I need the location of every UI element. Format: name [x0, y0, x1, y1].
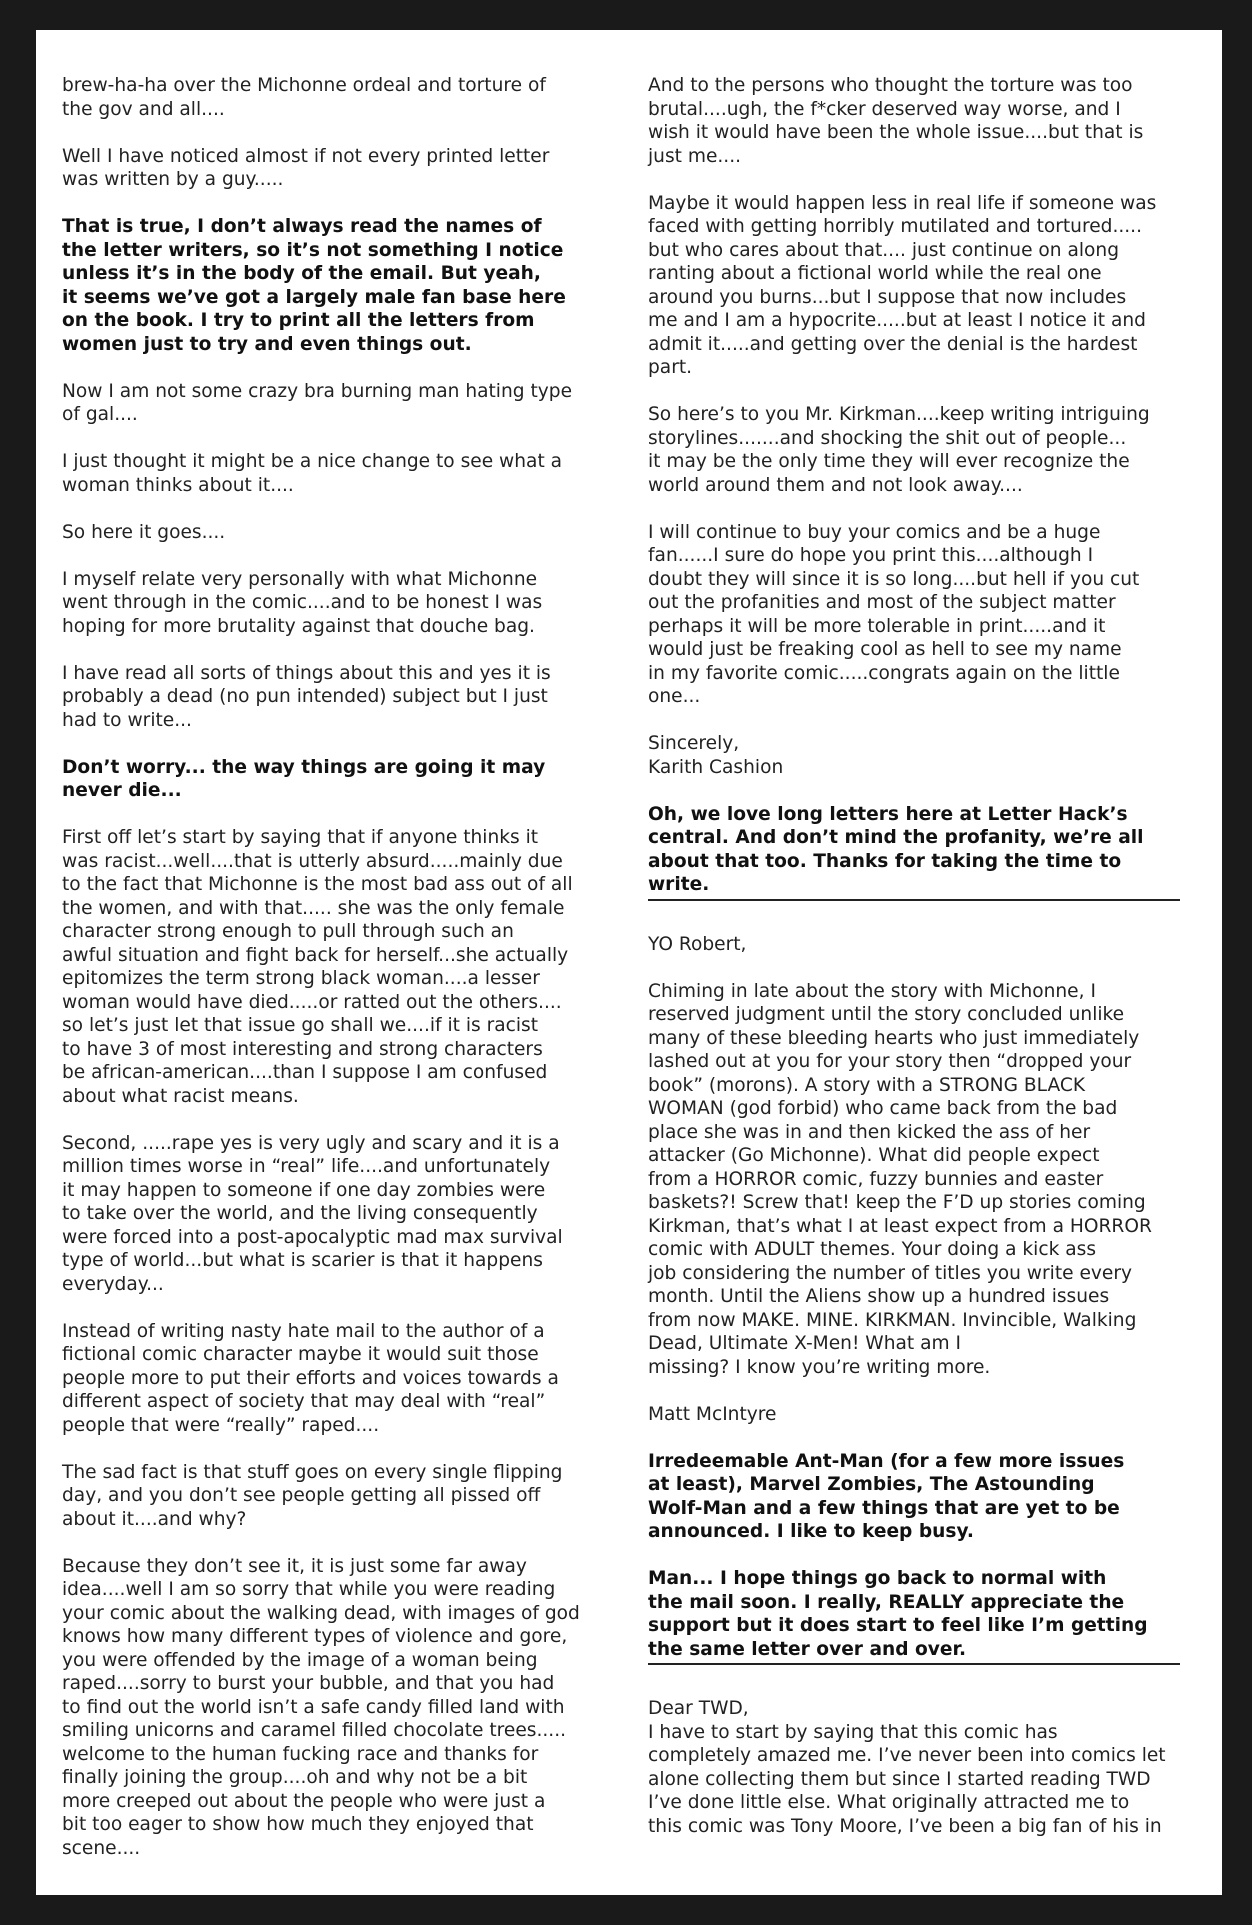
letter-paragraph: First off let’s start by saying that if anyone thinks it was racist...well....that is utterly absurd.....mainly due to the fact that Michonne is the most bad ass out of all the women, and with that..... she was the only female character strong enough to pull through such an awful situation and fight back for herself...she actually epitomizes the term strong black woman....a lesser woman would have died.....or ratted out the others.... so let’s just let that issue go shall we....if it is racist to have 3 of most interesting and strong characters be african-american....than I suppose I am confused about what racist means.	[62, 827, 573, 1107]
letter-paragraph: brew-ha-ha over the Michonne ordeal and torture of the gov and all....	[62, 75, 546, 120]
letter-paragraph: I just thought it might be a nice change to see what a woman thinks about it....	[62, 451, 563, 496]
letter-paragraph: The sad fact is that stuff goes on every single flipping day, and you don’t see people getting all pissed off about it....and why?	[62, 1461, 563, 1530]
editor-reply-paragraph: Oh, we love long letters here at Letter Hack’s central. And don’t mind the profanity, we’re all about that too. Thanks for taking the time to write.	[648, 803, 1144, 895]
letter-paragraph: I have read all sorts of things about this and yes it is probably a dead (no pun intended) subject but I just had to write...	[62, 662, 551, 731]
editor-reply-paragraph: Man... I hope things go back to normal with the mail soon. I really, REALLY appreciate the support but it does start to feel like I’m getting the same letter over and over.	[648, 1568, 1148, 1660]
letter-paragraph: And to the persons who thought the torture was too brutal....ugh, the f*cker deserved way worse, and I wish it would have been the whole issue....but that is just me....	[648, 75, 1144, 167]
letter-paragraph: Matt McIntyre	[648, 1403, 777, 1425]
letter-paragraph: Dear TWD, I have to start by saying that this comic has completely amazed me. I’ve never been into comics let alone collecting them but since I started reading TWD I’ve done little else. What originally attracted me to this comic was Tony Moore, I’ve been a big fan of his in	[648, 1698, 1166, 1837]
right-column	[648, 74, 1198, 1862]
letter-paragraph: So here it goes....	[62, 521, 226, 543]
section-divider	[648, 1663, 1180, 1665]
editor-reply-paragraph: Don’t worry... the way things are going it may never die...	[62, 756, 546, 801]
letter-paragraph: So here’s to you Mr. Kirkman....keep writing intriguing storylines.......and shocking the shit out of people... it may be the only time they will ever recognize the world around them and not look away....	[648, 404, 1150, 496]
letter-paragraph: YO Robert,	[648, 933, 747, 955]
editor-reply-paragraph: Irredeemable Ant-Man (for a few more issues at least), Marvel Zombies, The Astounding Wolf-Man and a few things that are yet to be announced. I like to keep busy.	[648, 1450, 1125, 1542]
letter-paragraph: Chiming in late about the story with Michonne, I reserved judgment until the story concluded unlike many of these bleeding hearts who just immediately lashed out at you for your story then “dropped your book” (morons). A story with a STRONG BLACK WOMAN (god forbid) who came back from the bad place she was in and then kicked the ass of her attacker (Go Michonne). What did people expect from a HORROR comic, fuzzy bunnies and easter baskets?! Screw that! keep the F’D up stories coming Kirkman, that’s what I at least expect from a HORROR comic with ADULT themes. Your doing a kick ass job considering the number of titles you write every month. Until the Aliens show up a hundred issues from now MAKE. MINE. KIRKMAN. Invincible, Walking Dead, Ultimate X-Men! What am I missing? I know you’re writing more.	[648, 980, 1152, 1378]
letters-page	[36, 30, 1222, 1895]
editor-reply-paragraph: That is true, I don’t always read the names of the letter writers, so it’s not something I notice unless it’s in the body of the email. But yeah, it seems we’ve got a largely male fan base here on the book. I try to print all the letters from women just to try and even things out.	[62, 216, 566, 355]
letter-paragraph: Because they don’t see it, it is just some far away idea....well I am so sorry that while you were reading your comic about the walking dead, with images of god knows how many different types of violence and gore, you were offended by the image of a woman being raped....sorry to burst your bubble, and that you had to find out the world isn’t a safe candy filled land with smiling unicorns and caramel filled chocolate trees..... welcome to the human fucking race and thanks for finally joining the group....oh and why not be a bit more creeped out about the people who were just a bit too eager to show how much they enjoyed that scene....	[62, 1555, 580, 1859]
letter-paragraph: Sincerely, Karith Cashion	[648, 733, 784, 778]
letter-paragraph: Maybe it would happen less in real life if someone was faced with getting horribly mutilated and tortured..... but who cares about that.... just continue on along ranting about a fictional world while the real one around you burns...but I suppose that now includes me and I am a hypocrite.....but at least I notice it and admit it.....and getting over the denial is the hardest part.	[648, 192, 1157, 378]
letter-paragraph: I will continue to buy your comics and be a huge fan......I sure do hope you print this....although I doubt they will since it is so long....but hell if you cut out the profanities and most of the subject matter perhaps it will be more tolerable in print.....and it would just be freaking cool as hell to see my name in my favorite comic.....congrats again on the little one...	[648, 521, 1140, 707]
letter-paragraph: Now I am not some crazy bra burning man hating type of gal....	[62, 380, 573, 425]
letter-paragraph: I myself relate very personally with what Michonne went through in the comic....and to be honest I was hoping for more brutality against that douche bag.	[62, 568, 543, 637]
letter-paragraph: Instead of writing nasty hate mail to the author of a fictional comic character maybe it would suit those people more to put their efforts and voices towards a different aspect of society that may deal with “real” people that were “really” raped....	[62, 1320, 559, 1436]
letter-paragraph: Second, .....rape yes is very ugly and scary and it is a million times worse in “real” life....and unfortunately it may happen to someone if one day zombies were to take over the world, and the living consequently were forced into a post-apocalyptic mad max survival type of world...but what is scarier is that it happens everyday...	[62, 1132, 563, 1295]
left-column	[62, 74, 624, 1884]
letter-paragraph: Well I have noticed almost if not every printed letter was written by a guy.....	[62, 145, 550, 190]
section-divider	[648, 899, 1180, 901]
